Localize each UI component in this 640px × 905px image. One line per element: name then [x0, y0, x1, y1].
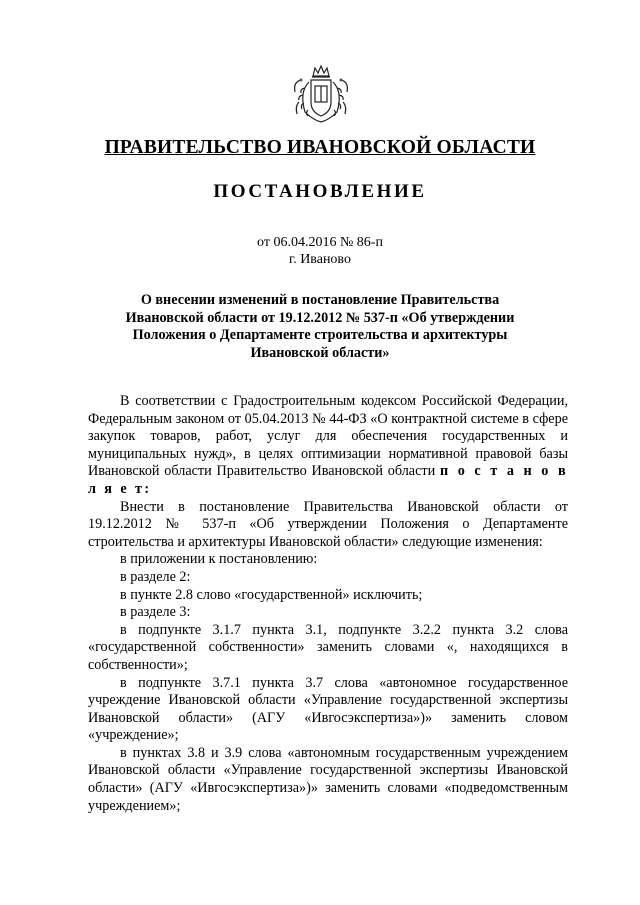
paragraph: в подпункте 3.7.1 пункта 3.7 слова «автономное государственное учреждение Ивановской области «Управление государственной экспертизы Ивановской области» (АГУ «Ивгосэкспертиза»)» заменить словом «учреждение»;	[88, 674, 568, 744]
paragraph: в подпункте 3.1.7 пункта 3.1, подпункте 3.2.2 пункта 3.2 слова «государственной собственности» заменить словами «, находящихся в собственности»;	[88, 621, 568, 673]
paragraph: в приложении к постановлению:	[120, 551, 318, 568]
paragraph: в пунктах 3.8 и 3.9 слова «автономным государственным учреждением Ивановской области «Управление государственной экспертизы Ивановской области» (АГУ «Ивгосэкспертиза»)» заменить словами «подведомственным учреждением»;	[88, 744, 568, 814]
paragraph: в пункте 2.8 слово «государственной» исключить;	[120, 586, 423, 603]
paragraph: в разделе 2:	[120, 568, 191, 585]
document-body	[88, 393, 568, 815]
document-type: ПОСТАНОВЛЕНИЕ	[213, 181, 427, 202]
date-number: от 06.04.2016 № 86-п	[257, 235, 383, 250]
resolves-word: п о с т а н о в л я е т:	[88, 463, 569, 497]
organization-heading: ПРАВИТЕЛЬСТВО ИВАНОВСКОЙ ОБЛАСТИ	[104, 137, 536, 158]
paragraph: Внести в постановление Правительства Ивановской области от 19.12.2012 № 537-п «Об утверждении Положения о Департаменте строительства и архитектуры Ивановской области» следующие изменения:	[88, 498, 568, 550]
date-block	[0, 234, 640, 268]
intro-text: В соответствии с Градостроительным кодексом Российской Федерации, Федеральным законом от 05.04.2013 № 44-ФЗ «О контрактной системе в сфере закупок товаров, работ, услуг для обеспечения государственных и муниципальных нужд», в целях оптимизации нормативной правовой базы Ивановской области Правительство Ивановской области	[88, 393, 568, 480]
coat-of-arms-icon	[289, 62, 353, 126]
city: г. Иваново	[289, 252, 351, 267]
paragraph: в разделе 3:	[120, 604, 191, 621]
document-title: О внесении изменений в постановление Правительства Ивановской области от 19.12.2012 № 537-п «Об утверждении Положения о Департаменте строительства и архитектуры Ивановской области»	[125, 292, 515, 361]
intro-paragraph	[88, 393, 568, 499]
